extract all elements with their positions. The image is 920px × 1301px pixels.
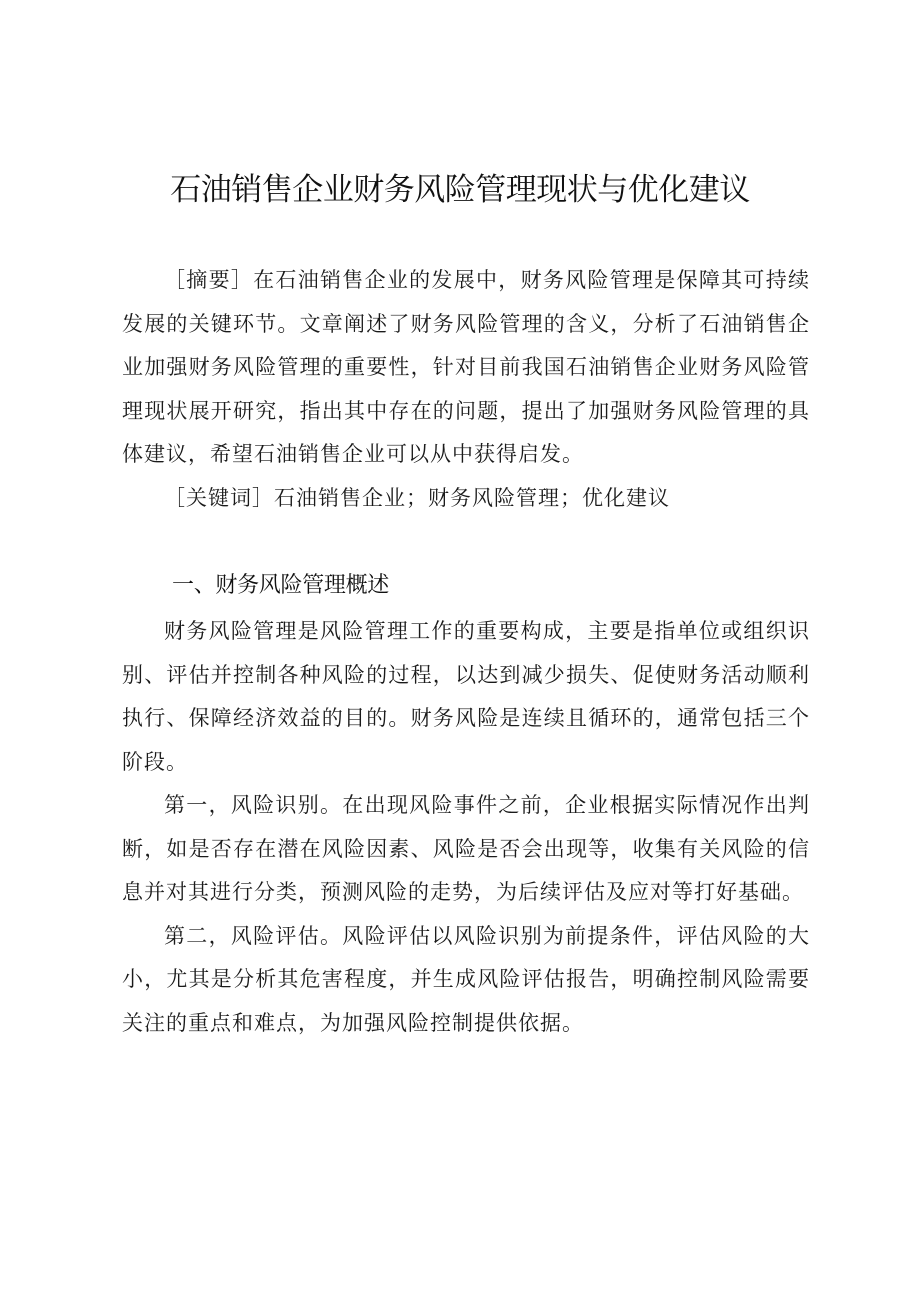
section-paragraph: 第二，风险评估。风险评估以风险识别为前提条件，评估风险的大小，尤其是分析其危害程度，并生成风险评估报告，明确控制风险需要关注的重点和难点，为加强风险控制提供依据。 xyxy=(122,923,810,1035)
section-body xyxy=(122,610,810,1045)
keywords-block xyxy=(122,477,810,521)
document-title: 石油销售企业财务风险管理现状与优化建议 xyxy=(170,172,750,208)
section-paragraph: 第一，风险识别。在出现风险事件之前，企业根据实际情况作出判断，如是否存在潜在风险因素、风险是否会出现等，收集有关风险的信息并对其进行分类，预测风险的走势，为后续评估及应对等打好基础。 xyxy=(122,793,810,904)
keywords-paragraph: ［关键词］石油销售企业；财务风险管理；优化建议 xyxy=(164,486,670,510)
abstract-block xyxy=(122,259,810,477)
section-heading: 一、财务风险管理概述 xyxy=(172,573,390,598)
section-paragraph: 财务风险管理是风险管理工作的重要构成，主要是指单位或组织识别、评估并控制各种风险的过程，以达到减少损失、促使财务活动顺利执行、保障经济效益的目的。财务风险是连续且循环的，通常包括三个阶段。 xyxy=(122,619,810,774)
abstract-paragraph: ［摘要］在石油销售企业的发展中，财务风险管理是保障其可持续发展的关键环节。文章阐述了财务风险管理的含义，分析了石油销售企业加强财务风险管理的重要性，针对目前我国石油销售企业财务风险管理现状展开研究，指出其中存在的问题，提出了加强财务风险管理的具体建议，希望石油销售企业可以从中获得启发。 xyxy=(122,268,810,466)
